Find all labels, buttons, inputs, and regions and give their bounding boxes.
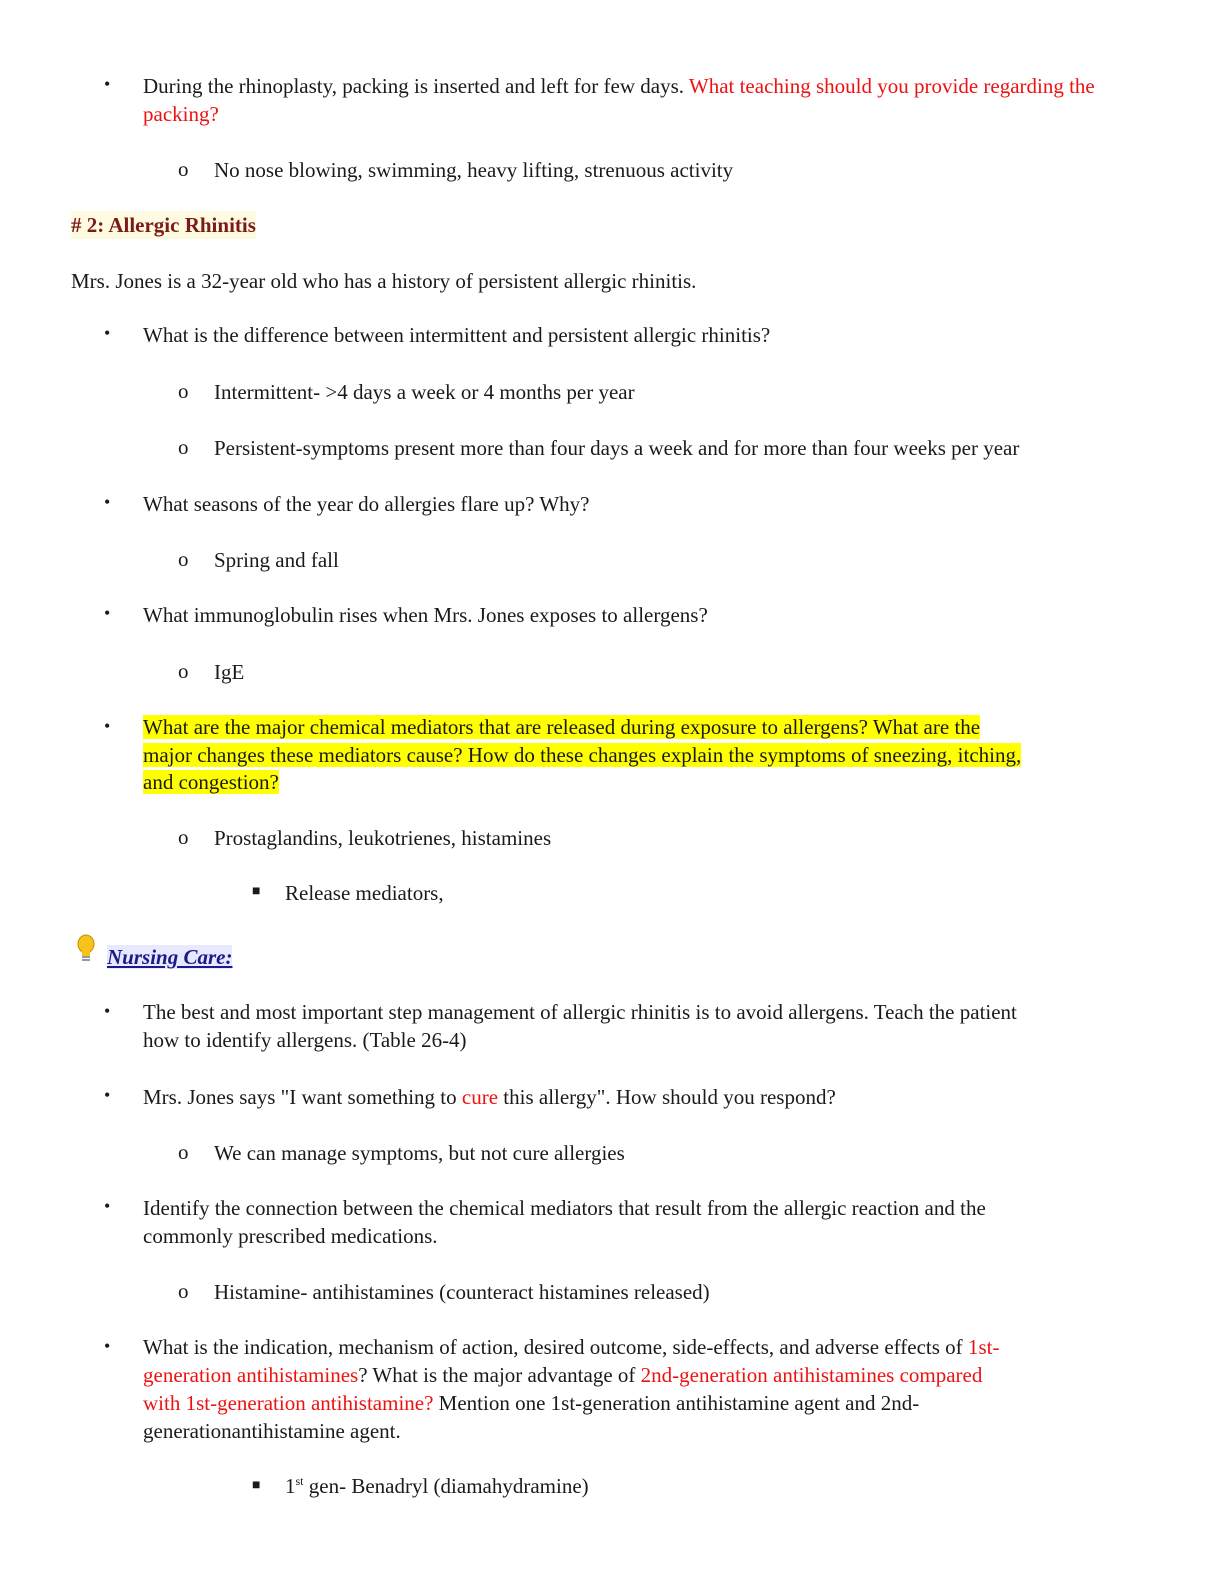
question-connection-line2: commonly prescribed medications. bbox=[143, 1224, 438, 1248]
question-packing: During the rhinoplasty, packing is inserted and left for few days. What teaching should you provide regarding the packing? bbox=[143, 74, 1095, 126]
o-bullet: o bbox=[178, 547, 189, 571]
answer-packing: No nose blowing, swimming, heavy lifting, strenuous activity bbox=[214, 158, 734, 182]
answer-persistent: Persistent-symptoms present more than four days a week and for more than four weeks per year bbox=[214, 436, 1020, 460]
bullet-dot: • bbox=[104, 1196, 111, 1216]
question-mediators-line2: major changes these mediators cause? How do these changes explain the symptoms of sneezing, itching, bbox=[143, 743, 1022, 767]
question-antihistamines-line4: generationantihistamine agent. bbox=[143, 1419, 401, 1443]
question-connection-line1: Identify the connection between the chemical mediators that result from the allergic reaction and the bbox=[143, 1196, 986, 1220]
question-antihistamines-line3: with 1st-generation antihistamine? Mention one 1st-generation antihistamine agent and 2nd- bbox=[143, 1391, 920, 1415]
answer-ige: IgE bbox=[214, 660, 245, 684]
question-antihistamines-line1: What is the indication, mechanism of action, desired outcome, side-effects, and adverse effects of 1st- bbox=[143, 1335, 1000, 1359]
question-mediators-line1: What are the major chemical mediators that are released during exposure to allergens? What are the bbox=[143, 715, 981, 739]
lightbulb-icon bbox=[76, 934, 96, 964]
bullet-dot: • bbox=[104, 603, 111, 623]
bullet-dot: • bbox=[104, 74, 111, 94]
o-bullet: o bbox=[178, 659, 189, 683]
o-bullet: o bbox=[178, 435, 189, 459]
question-difference: What is the difference between intermittent and persistent allergic rhinitis? bbox=[143, 323, 771, 347]
o-bullet: o bbox=[178, 157, 189, 181]
bullet-dot: • bbox=[104, 716, 111, 736]
answer-benadryl: 1st gen- Benadryl (diamahydramine) bbox=[285, 1474, 589, 1498]
answer-histamine: Histamine- antihistamines (counteract histamines released) bbox=[214, 1280, 710, 1304]
nursing-avoid-line2: how to identify allergens. (Table 26-4) bbox=[143, 1028, 467, 1052]
square-bullet: ■ bbox=[252, 1478, 261, 1493]
answer-cure: We can manage symptoms, but not cure allergies bbox=[214, 1141, 625, 1165]
bullet-dot: • bbox=[104, 323, 111, 343]
question-mediators-line3: and congestion? bbox=[143, 770, 279, 794]
nursing-avoid-line1: The best and most important step management of allergic rhinitis is to avoid allergens. Teach the patient bbox=[143, 1000, 1017, 1024]
bullet-dot: • bbox=[104, 1001, 111, 1021]
square-bullet: ■ bbox=[252, 884, 261, 899]
bullet-dot: • bbox=[104, 492, 111, 512]
question-antihistamines-line2: generation antihistamines? What is the major advantage of 2nd-generation antihistamines compared bbox=[143, 1363, 983, 1387]
question-cure: Mrs. Jones says "I want something to cure this allergy". How should you respond? bbox=[143, 1085, 836, 1109]
intro-text: Mrs. Jones is a 32-year old who has a history of persistent allergic rhinitis. bbox=[71, 269, 697, 293]
answer-intermittent: Intermittent- >4 days a week or 4 months per year bbox=[214, 380, 635, 404]
o-bullet: o bbox=[178, 379, 189, 403]
answer-seasons: Spring and fall bbox=[214, 548, 339, 572]
nursing-care-heading[interactable]: Nursing Care: bbox=[107, 945, 233, 969]
question-seasons: What seasons of the year do allergies flare up? Why? bbox=[143, 492, 590, 516]
answer-mediators: Prostaglandins, leukotrienes, histamines bbox=[214, 826, 552, 850]
question-immunoglobulin: What immunoglobulin rises when Mrs. Jones exposes to allergens? bbox=[143, 603, 708, 627]
red-question: What teaching should you provide regarding the packing? bbox=[143, 74, 1095, 126]
o-bullet: o bbox=[178, 1140, 189, 1164]
o-bullet: o bbox=[178, 825, 189, 849]
bullet-dot: • bbox=[104, 1085, 111, 1105]
o-bullet: o bbox=[178, 1279, 189, 1303]
bullet-dot: • bbox=[104, 1336, 111, 1356]
answer-release: Release mediators, bbox=[285, 881, 444, 905]
section-heading: # 2: Allergic Rhinitis bbox=[71, 213, 256, 237]
